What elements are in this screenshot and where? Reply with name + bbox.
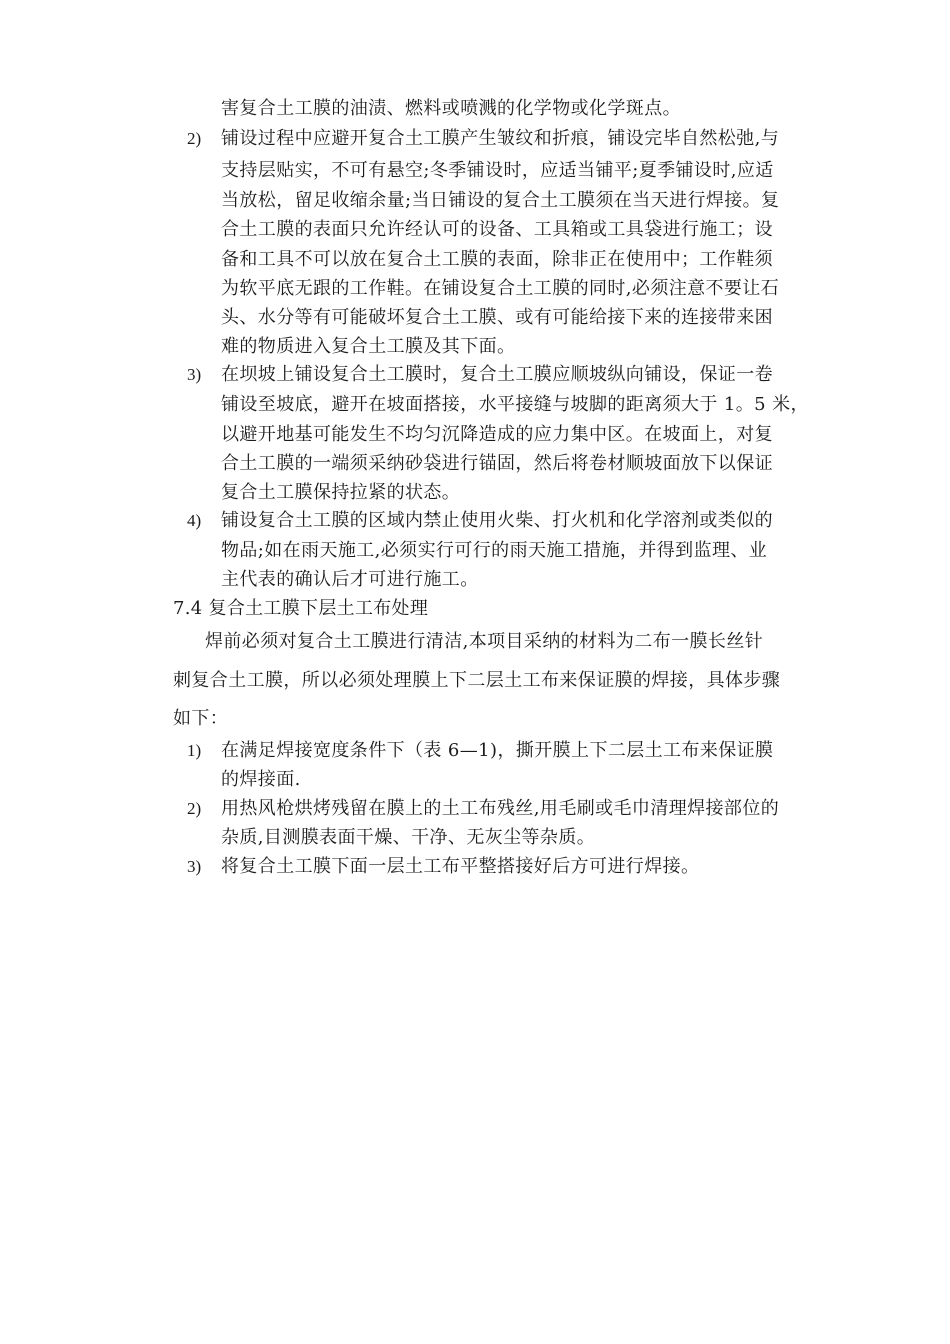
- list1-item2-line1: 铺设过程中应避开复合土工膜产生皱纹和折痕，铺设完毕自然松弛,与: [221, 128, 780, 149]
- list1-item3-line1: 在坝坡上铺设复合土工膜时，复合土工膜应顺坡纵向铺设，保证一卷: [221, 364, 773, 385]
- list2-item2-number: 2): [187, 799, 202, 818]
- list2-item1-number: 1): [187, 741, 202, 760]
- list1-item2-line4: 合土工膜的表面只允许经认可的设备、工具箱或工具袋进行施工；设: [221, 219, 773, 240]
- list2-item1-line1: 在满足焊接宽度条件下（表 6—1)，撕开膜上下二层土工布来保证膜: [221, 740, 774, 761]
- list1-item2-line2: 支持层贴实，不可有悬空;冬季铺设时，应适当铺平;夏季铺设时,应适: [221, 160, 774, 181]
- list1-item2-line7: 头、水分等有可能破坏复合土工膜、或有可能给接下来的连接带来困: [221, 307, 773, 328]
- list1-item2-line3: 当放松，留足收缩余量;当日铺设的复合土工膜须在当天进行焊接。复: [221, 190, 780, 211]
- list1-item4-line2: 物品;如在雨天施工,必须实行可行的雨天施工措施，并得到监理、业: [221, 540, 768, 561]
- list2-item3-number: 3): [187, 857, 202, 876]
- list2-item3-line1: 将复合土工膜下面一层土工布平整搭接好后方可进行焊接。: [221, 856, 700, 877]
- list2-item1-line2: 的焊接面.: [221, 769, 301, 790]
- list2-item2-line1: 用热风枪烘烤残留在膜上的土工布残丝,用毛刷或毛巾清理焊接部位的: [221, 798, 780, 819]
- list1-item1-tail: 害复合土工膜的油渍、燃料或喷溅的化学物或化学斑点。: [221, 98, 681, 119]
- section-paragraph-line2: 刺复合土工膜，所以必须处理膜上下二层土工布来保证膜的焊接，具体步骤: [173, 670, 781, 691]
- list2-item2-line2: 杂质,目测膜表面干燥、干净、无灰尘等杂质。: [221, 827, 596, 848]
- list1-item3-line2: 铺设至坡底，避开在坡面搭接，水平接缝与坡脚的距离须大于 1。5 米，: [221, 394, 809, 415]
- section-heading: 7.4 复合土工膜下层土工布处理: [173, 598, 429, 619]
- list1-item2-line8: 难的物质进入复合土工膜及其下面。: [221, 336, 516, 357]
- list1-item2-number: 2): [187, 129, 202, 148]
- list1-item3-number: 3): [187, 365, 202, 384]
- list1-item4-line1: 铺设复合土工膜的区域内禁止使用火柴、打火机和化学溶剂或类似的: [221, 510, 773, 531]
- list1-item3-line5: 复合土工膜保持拉紧的状态。: [221, 482, 461, 503]
- list1-item2-line5: 备和工具不可以放在复合土工膜的表面，除非正在使用中；工作鞋须: [221, 249, 773, 270]
- list1-item2-line6: 为软平底无跟的工作鞋。在铺设复合土工膜的同时,必须注意不要让石: [221, 278, 780, 299]
- list1-item4-line3: 主代表的确认后才可进行施工。: [221, 569, 479, 590]
- list1-item3-line3: 以避开地基可能发生不均匀沉降造成的应力集中区。在坡面上，对复: [221, 424, 773, 445]
- section-paragraph-line3: 如下：: [173, 708, 229, 729]
- list1-item3-line4: 合土工膜的一端须采纳砂袋进行锚固，然后将卷材顺坡面放下以保证: [221, 453, 773, 474]
- section-paragraph-line1: 焊前必须对复合土工膜进行清洁,本项目采纳的材料为二布一膜长丝针: [205, 631, 764, 652]
- list1-item4-number: 4): [187, 511, 202, 530]
